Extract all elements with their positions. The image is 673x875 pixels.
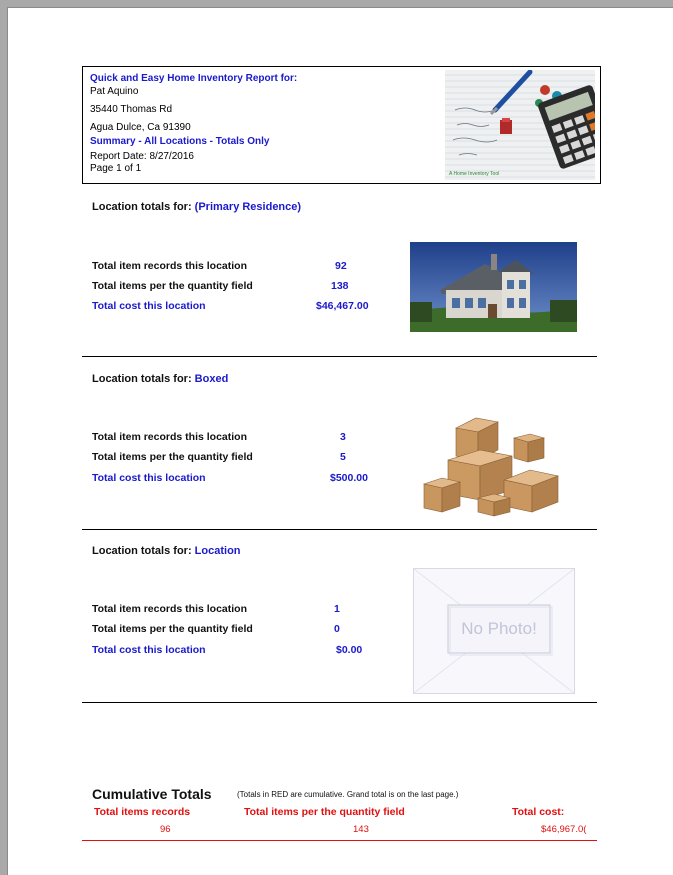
cost-value: $0.00: [336, 644, 363, 656]
photo-caption: A Home Inventory Tool: [449, 171, 500, 177]
cost-value: $500.00: [330, 472, 368, 484]
location-title-boxed: [92, 373, 228, 385]
records-value: 1: [334, 603, 340, 615]
calculator-photo: [445, 70, 595, 180]
quantity-label: Total items per the quantity field: [92, 280, 253, 292]
quantity-value: 0: [334, 623, 340, 635]
report-summary-title: Summary - All Locations - Totals Only: [90, 136, 270, 147]
location-name: Location: [194, 545, 241, 557]
owner-address-line2: Agua Dulce, Ca 91390: [90, 122, 191, 133]
section-divider: [82, 356, 597, 357]
location-title-location: [92, 545, 241, 557]
section-divider: [82, 529, 597, 530]
report-date: Report Date: 8/27/2016: [90, 151, 194, 162]
page-number: Page 1 of 1: [90, 163, 142, 174]
owner-name: Pat Aquino: [90, 86, 139, 97]
records-value: 92: [335, 260, 347, 272]
cumulative-records-label: Total items records: [94, 806, 191, 818]
records-label: Total item records this location: [92, 431, 247, 443]
location-name: Boxed: [194, 373, 229, 385]
report-page: [7, 7, 673, 875]
records-value: 3: [340, 431, 346, 443]
cost-label: Total cost this location: [92, 644, 206, 656]
cost-value: $46,467.00: [316, 300, 369, 312]
cumulative-cost-label: Total cost:: [512, 806, 565, 818]
report-header: [82, 66, 601, 184]
owner-address-line1: 35440 Thomas Rd: [90, 104, 173, 115]
quantity-label: Total items per the quantity field: [92, 623, 253, 635]
boxes-photo: [418, 408, 570, 518]
records-label: Total item records this location: [92, 603, 247, 615]
cumulative-quantity-value: 143: [353, 824, 369, 835]
location-title-prefix: Location totals for:: [92, 373, 192, 385]
cost-label: Total cost this location: [92, 300, 206, 312]
cumulative-note: (Totals in RED are cumulative. Grand total is on the last page.): [237, 790, 459, 799]
report-title: Quick and Easy Home Inventory Report for:: [90, 73, 298, 84]
quantity-value: 5: [340, 451, 346, 463]
no-photo-text: No Photo!: [461, 619, 537, 638]
section-divider: [82, 702, 597, 703]
cumulative-cost-value: $46,967.0(: [541, 824, 587, 835]
location-title-prefix: Location totals for:: [92, 201, 192, 213]
cumulative-records-value: 96: [160, 824, 171, 835]
quantity-label: Total items per the quantity field: [92, 451, 253, 463]
cumulative-title: Cumulative Totals: [92, 786, 212, 802]
no-photo-placeholder: [413, 568, 575, 694]
location-title-primary: [92, 201, 301, 213]
cumulative-quantity-label: Total items per the quantity field: [244, 806, 405, 818]
location-name: (Primary Residence): [194, 201, 302, 213]
records-label: Total item records this location: [92, 260, 247, 272]
cumulative-divider: [82, 840, 597, 841]
location-title-prefix: Location totals for:: [92, 545, 192, 557]
quantity-value: 138: [331, 280, 349, 292]
house-photo: [410, 242, 577, 332]
cost-label: Total cost this location: [92, 472, 206, 484]
